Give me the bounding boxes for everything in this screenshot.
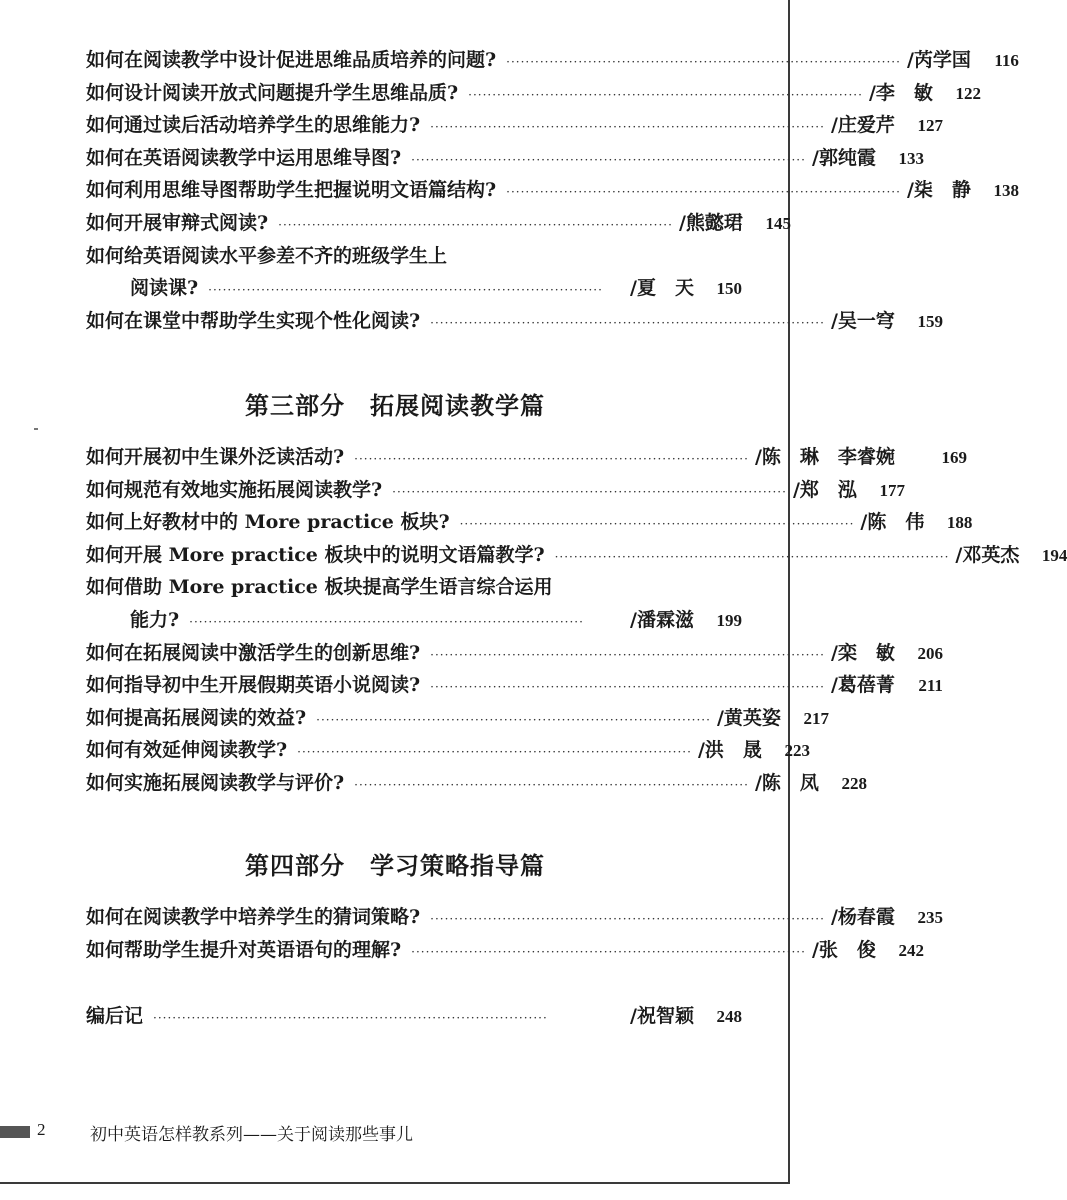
toc-entry[interactable] bbox=[86, 767, 867, 800]
entry-author: /黄英姿 bbox=[716, 706, 781, 729]
toc-section-3 bbox=[86, 441, 1067, 800]
entry-page: 228 bbox=[841, 773, 867, 793]
toc-entry[interactable] bbox=[86, 539, 1067, 572]
toc-entry[interactable] bbox=[86, 109, 943, 142]
section-3-heading: 第三部分 拓展阅读教学篇 bbox=[245, 391, 545, 420]
scan-speck bbox=[34, 428, 38, 430]
leader-dots: ·················································································· bbox=[430, 315, 825, 330]
entry-page: 194 bbox=[1041, 545, 1067, 565]
entry-title: 如何设计阅读开放式问题提升学生思维品质? bbox=[86, 81, 459, 104]
entry-title-line2: 能力? bbox=[130, 608, 180, 631]
entry-title: 如何在阅读教学中培养学生的猜词策略? bbox=[86, 906, 421, 928]
entry-page: 116 bbox=[994, 51, 1019, 70]
entry-title: 如何开展审辩式阅读? bbox=[86, 211, 269, 234]
entry-page: 133 bbox=[898, 148, 924, 168]
entry-title: 如何在阅读教学中设计促进思维品质培养的问题? bbox=[86, 49, 497, 71]
entry-page: 242 bbox=[898, 940, 924, 960]
toc-entry[interactable] bbox=[86, 142, 924, 175]
footer-page-number: 2 bbox=[37, 1120, 46, 1139]
toc-entry[interactable] bbox=[86, 474, 905, 507]
leader-dots: ·················································································· bbox=[278, 217, 673, 232]
leader-dots: ·················································································· bbox=[506, 185, 901, 200]
entry-author: /庄爱芹 bbox=[830, 114, 895, 137]
entry-title: 如何实施拓展阅读教学与评价? bbox=[86, 771, 345, 794]
entry-page: 206 bbox=[917, 643, 943, 663]
entry-title: 如何利用思维导图帮助学生把握说明文语篇结构? bbox=[86, 179, 497, 202]
entry-title: 如何提高拓展阅读的效益? bbox=[86, 706, 307, 729]
leader-dots: ·················································································· bbox=[430, 120, 825, 135]
toc-entry[interactable] bbox=[86, 734, 810, 767]
leader-dots: ·················································································· bbox=[468, 87, 863, 102]
entry-page: 169 bbox=[941, 448, 967, 467]
entry-page: 159 bbox=[917, 311, 943, 331]
toc-entry[interactable] bbox=[86, 305, 943, 338]
entry-author: /栾 敏 bbox=[830, 641, 895, 664]
entry-author: /潘霖滋 bbox=[630, 608, 694, 631]
entry-author: /陈 凤 bbox=[754, 771, 819, 794]
leader-dots: ·················································································· bbox=[208, 283, 603, 298]
entry-page: 199 bbox=[716, 610, 742, 630]
entry-author: /李 敏 bbox=[868, 81, 933, 104]
entry-page: 177 bbox=[879, 480, 905, 500]
entry-author: /柒 静 bbox=[906, 179, 971, 202]
toc-entry[interactable] bbox=[86, 272, 742, 305]
toc-entry[interactable] bbox=[86, 174, 1019, 207]
entry-author: /熊懿珺 bbox=[678, 211, 743, 234]
entry-page: 127 bbox=[917, 116, 943, 136]
entry-title: 如何开展 More practice 板块中的说明文语篇教学? bbox=[86, 543, 545, 566]
entry-title: 如何指导初中生开展假期英语小说阅读? bbox=[86, 674, 421, 697]
toc-entry[interactable] bbox=[86, 1000, 742, 1033]
entry-title: 如何通过读后活动培养学生的思维能力? bbox=[86, 114, 421, 137]
leader-dots: ·················································································· bbox=[297, 745, 692, 760]
leader-dots: ·················································································· bbox=[189, 614, 584, 629]
entry-page: 248 bbox=[716, 1007, 742, 1026]
toc-entry[interactable] bbox=[86, 604, 742, 637]
entry-page: 217 bbox=[803, 708, 829, 728]
entry-page: 122 bbox=[955, 83, 981, 103]
toc-entry[interactable] bbox=[86, 44, 1019, 77]
toc-entry[interactable] bbox=[86, 441, 967, 474]
entry-author: /郭纯霞 bbox=[811, 146, 876, 169]
entry-page: 223 bbox=[784, 741, 810, 761]
entry-title-line1[interactable]: 如何借助 More practice 板块提高学生语言综合运用 bbox=[86, 576, 553, 599]
entry-page: 150 bbox=[716, 279, 742, 299]
leader-dots: ·················································································· bbox=[354, 452, 749, 466]
leader-dots: ·················································································· bbox=[430, 647, 825, 662]
entry-title: 如何在英语阅读教学中运用思维导图? bbox=[86, 146, 402, 169]
entry-author: /芮学国 bbox=[906, 49, 971, 71]
leader-dots: ·················································································· bbox=[506, 55, 901, 69]
entry-title: 编后记 bbox=[86, 1005, 144, 1027]
entry-title: 如何在拓展阅读中激活学生的创新思维? bbox=[86, 641, 421, 664]
toc-entry[interactable] bbox=[86, 934, 924, 967]
entry-title-line2: 阅读课? bbox=[130, 277, 199, 300]
entry-page: 138 bbox=[993, 181, 1019, 201]
toc-afterword bbox=[86, 1000, 742, 1033]
entry-title: 如何规范有效地实施拓展阅读教学? bbox=[86, 478, 383, 501]
toc-entry[interactable] bbox=[86, 506, 973, 539]
leader-dots: ·················································································· bbox=[411, 944, 806, 959]
section-4-heading: 第四部分 学习策略指导篇 bbox=[245, 851, 545, 880]
leader-dots: ·················································································· bbox=[316, 712, 711, 727]
toc-entry[interactable] bbox=[86, 207, 791, 240]
entry-title: 如何有效延伸阅读教学? bbox=[86, 739, 288, 762]
entry-author: /洪 晟 bbox=[697, 739, 762, 762]
leader-dots: ·················································································· bbox=[392, 484, 787, 499]
entry-author: /邓英杰 bbox=[955, 543, 1020, 566]
toc-entry[interactable] bbox=[86, 702, 829, 735]
entry-author: /祝智颖 bbox=[630, 1005, 694, 1027]
entry-title: 如何帮助学生提升对英语语句的理解? bbox=[86, 938, 402, 961]
toc-section-4 bbox=[86, 901, 943, 966]
leader-dots: ·················································································· bbox=[554, 549, 950, 564]
entry-title: 如何开展初中生课外泛读活动? bbox=[86, 446, 345, 468]
toc-entry[interactable] bbox=[86, 669, 943, 702]
toc-section-2 bbox=[86, 44, 1019, 337]
leader-dots: ·················································································· bbox=[153, 1011, 548, 1025]
entry-author: /郑 泓 bbox=[792, 478, 857, 501]
leader-dots: ·················································································· bbox=[459, 517, 855, 532]
entry-author: /杨春霞 bbox=[830, 906, 895, 928]
leader-dots: ·················································································· bbox=[430, 912, 825, 926]
toc-entry[interactable] bbox=[86, 637, 943, 670]
entry-author: /吴一穹 bbox=[830, 309, 895, 332]
toc-entry[interactable] bbox=[86, 901, 943, 934]
footer-bar bbox=[0, 1126, 30, 1138]
toc-entry[interactable] bbox=[86, 77, 981, 110]
entry-author: /葛蓓菁 bbox=[830, 674, 895, 697]
entry-author: /夏 天 bbox=[630, 277, 694, 300]
entry-title-line1[interactable]: 如何给英语阅读水平参差不齐的班级学生上 bbox=[86, 244, 448, 267]
entry-title: 如何上好教材中的 More practice 板块? bbox=[86, 511, 450, 534]
entry-author: /陈 琳 李睿婉 bbox=[754, 446, 895, 468]
leader-dots: ·················································································· bbox=[354, 777, 749, 792]
leader-dots: ·················································································· bbox=[411, 152, 806, 167]
entry-page: 235 bbox=[917, 908, 943, 927]
entry-author: /陈 伟 bbox=[860, 511, 925, 534]
footer-series-title: 初中英语怎样教系列——关于阅读那些事儿 bbox=[90, 1125, 413, 1145]
entry-title: 如何在课堂中帮助学生实现个性化阅读? bbox=[86, 309, 421, 332]
entry-page: 188 bbox=[946, 513, 973, 533]
entry-page: 145 bbox=[765, 213, 791, 233]
entry-page: 211 bbox=[918, 676, 943, 696]
entry-author: /张 俊 bbox=[811, 938, 876, 961]
leader-dots: ·················································································· bbox=[430, 680, 825, 695]
